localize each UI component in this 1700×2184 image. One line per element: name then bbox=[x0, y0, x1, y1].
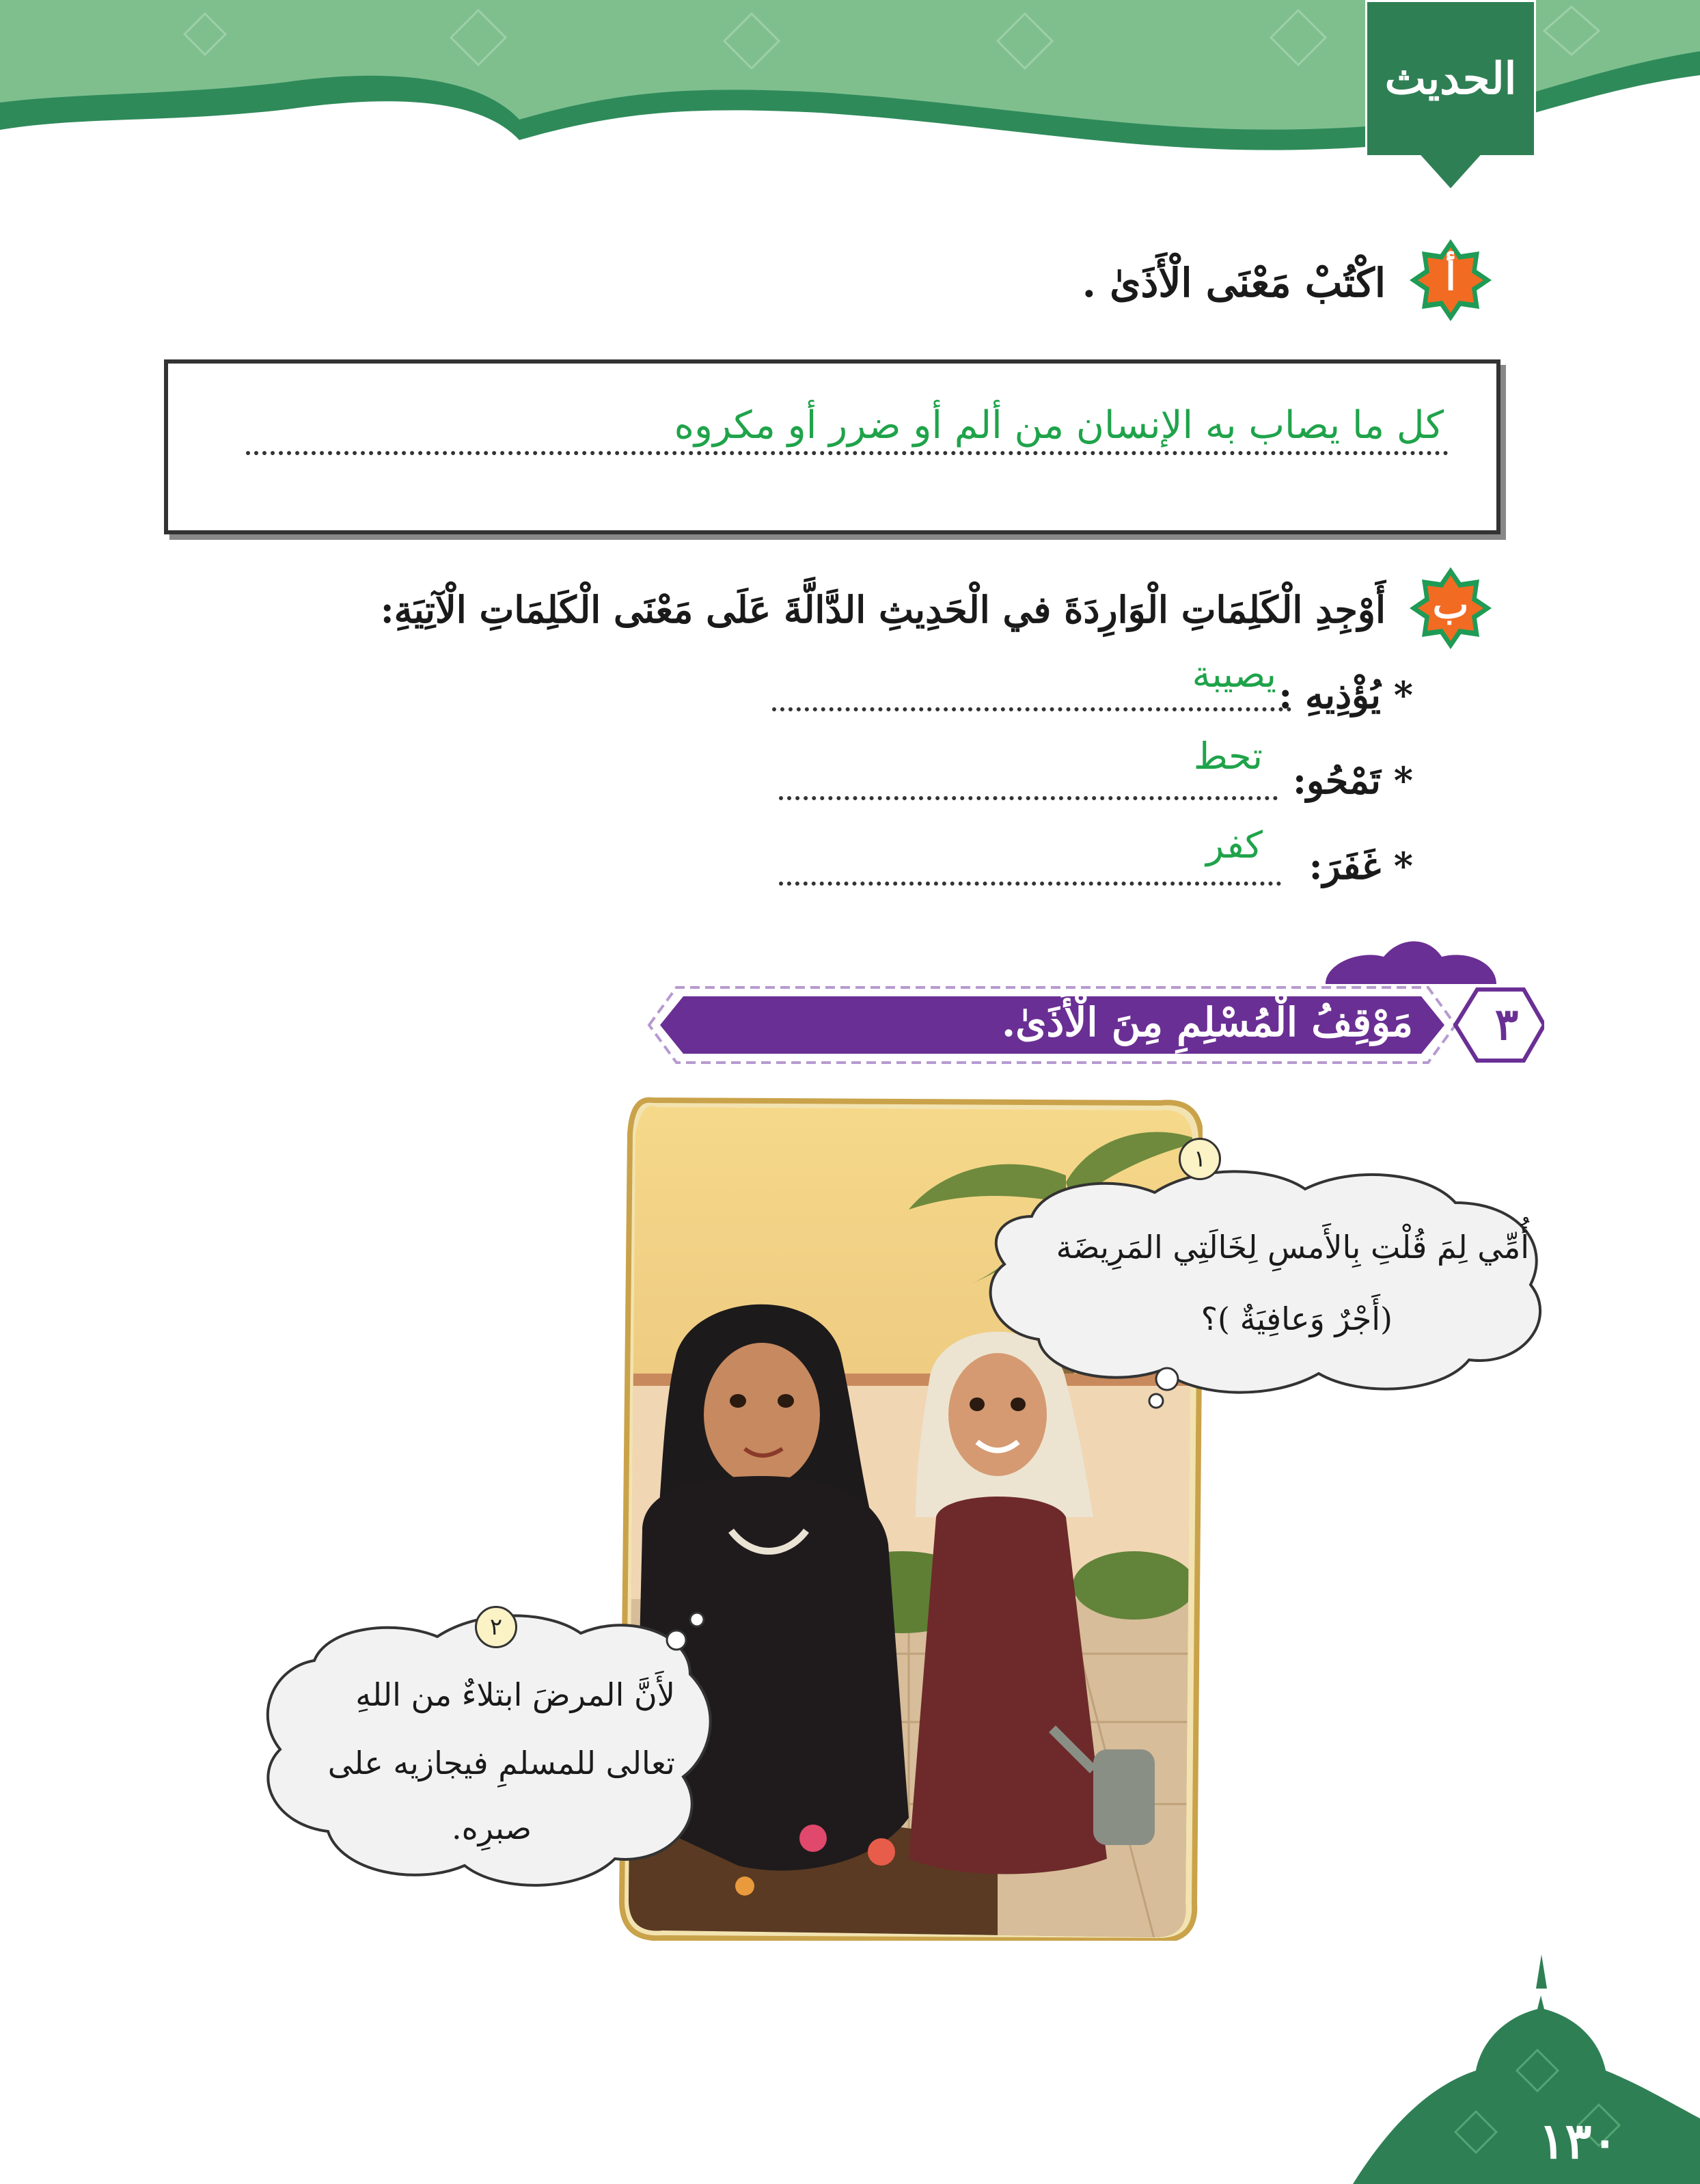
question-a-prompt: اكْتُبْ مَعْنَى الْأَذَىٰ . bbox=[1082, 260, 1386, 306]
bubble-1-line-1: أُمِّي لِمَ قُلْتِ بِالأَمسِ لِخَالَتِي المَرِيضَة bbox=[1056, 1229, 1529, 1266]
item-3-word: * غَفَرَ: bbox=[1308, 844, 1413, 888]
bubble-2-number: ٢ bbox=[475, 1606, 517, 1648]
speech-bubble-1 bbox=[977, 1162, 1558, 1415]
item-3-dotted-line bbox=[779, 882, 1281, 886]
section-title: الحديث bbox=[1384, 53, 1517, 105]
answer-a-text: كل ما يصاب به الإنسان من ألم أو ضرر أو مكروه bbox=[674, 403, 1444, 448]
bubble-2-line-3: صبرِه. bbox=[451, 1810, 532, 1846]
item-1-word: * يُؤْذِيهِ : bbox=[1278, 673, 1413, 717]
item-2-word: * تَمْحُو: bbox=[1293, 759, 1413, 802]
bubble-1-number: ١ bbox=[1179, 1138, 1221, 1180]
item-2-dotted-line bbox=[779, 796, 1278, 800]
bubble-2-line-2: تعالى للمسلمِ فيجازيه على bbox=[327, 1745, 675, 1782]
answer-dotted-line bbox=[246, 451, 1449, 455]
item-1-answer: يصيبة bbox=[1192, 653, 1276, 696]
bubble-1-line-2: (أَجْرٌ وَعافِيَةٌ )؟ bbox=[1201, 1300, 1393, 1337]
badge-b-label: ب bbox=[1432, 582, 1469, 627]
item-1-dotted-line bbox=[772, 707, 1291, 711]
item-3-answer: كفر bbox=[1206, 823, 1263, 866]
item-2-answer: تحط bbox=[1193, 735, 1263, 778]
page-number: ١٣٠ bbox=[1538, 2112, 1618, 2170]
question-b-prompt: أَوْجِدِ الْكَلِمَاتِ الْوَارِدَةَ في الْحَدِيثِ الدَّالَّةَ عَلَى مَعْنَى الْكَلِمَاتِ الْآتِيَةِ: bbox=[380, 588, 1386, 631]
badge-a-label: أ bbox=[1445, 254, 1456, 299]
section-3-number: ٣ bbox=[1494, 999, 1519, 1050]
bubble-2-line-1: لأَنَّ المرضَ ابتلاءٌ من اللهِ bbox=[355, 1676, 675, 1713]
section-3-title: مَوْقِفُ الْمُسْلِمِ مِنَ الْأَذَىٰ. bbox=[1001, 999, 1413, 1046]
